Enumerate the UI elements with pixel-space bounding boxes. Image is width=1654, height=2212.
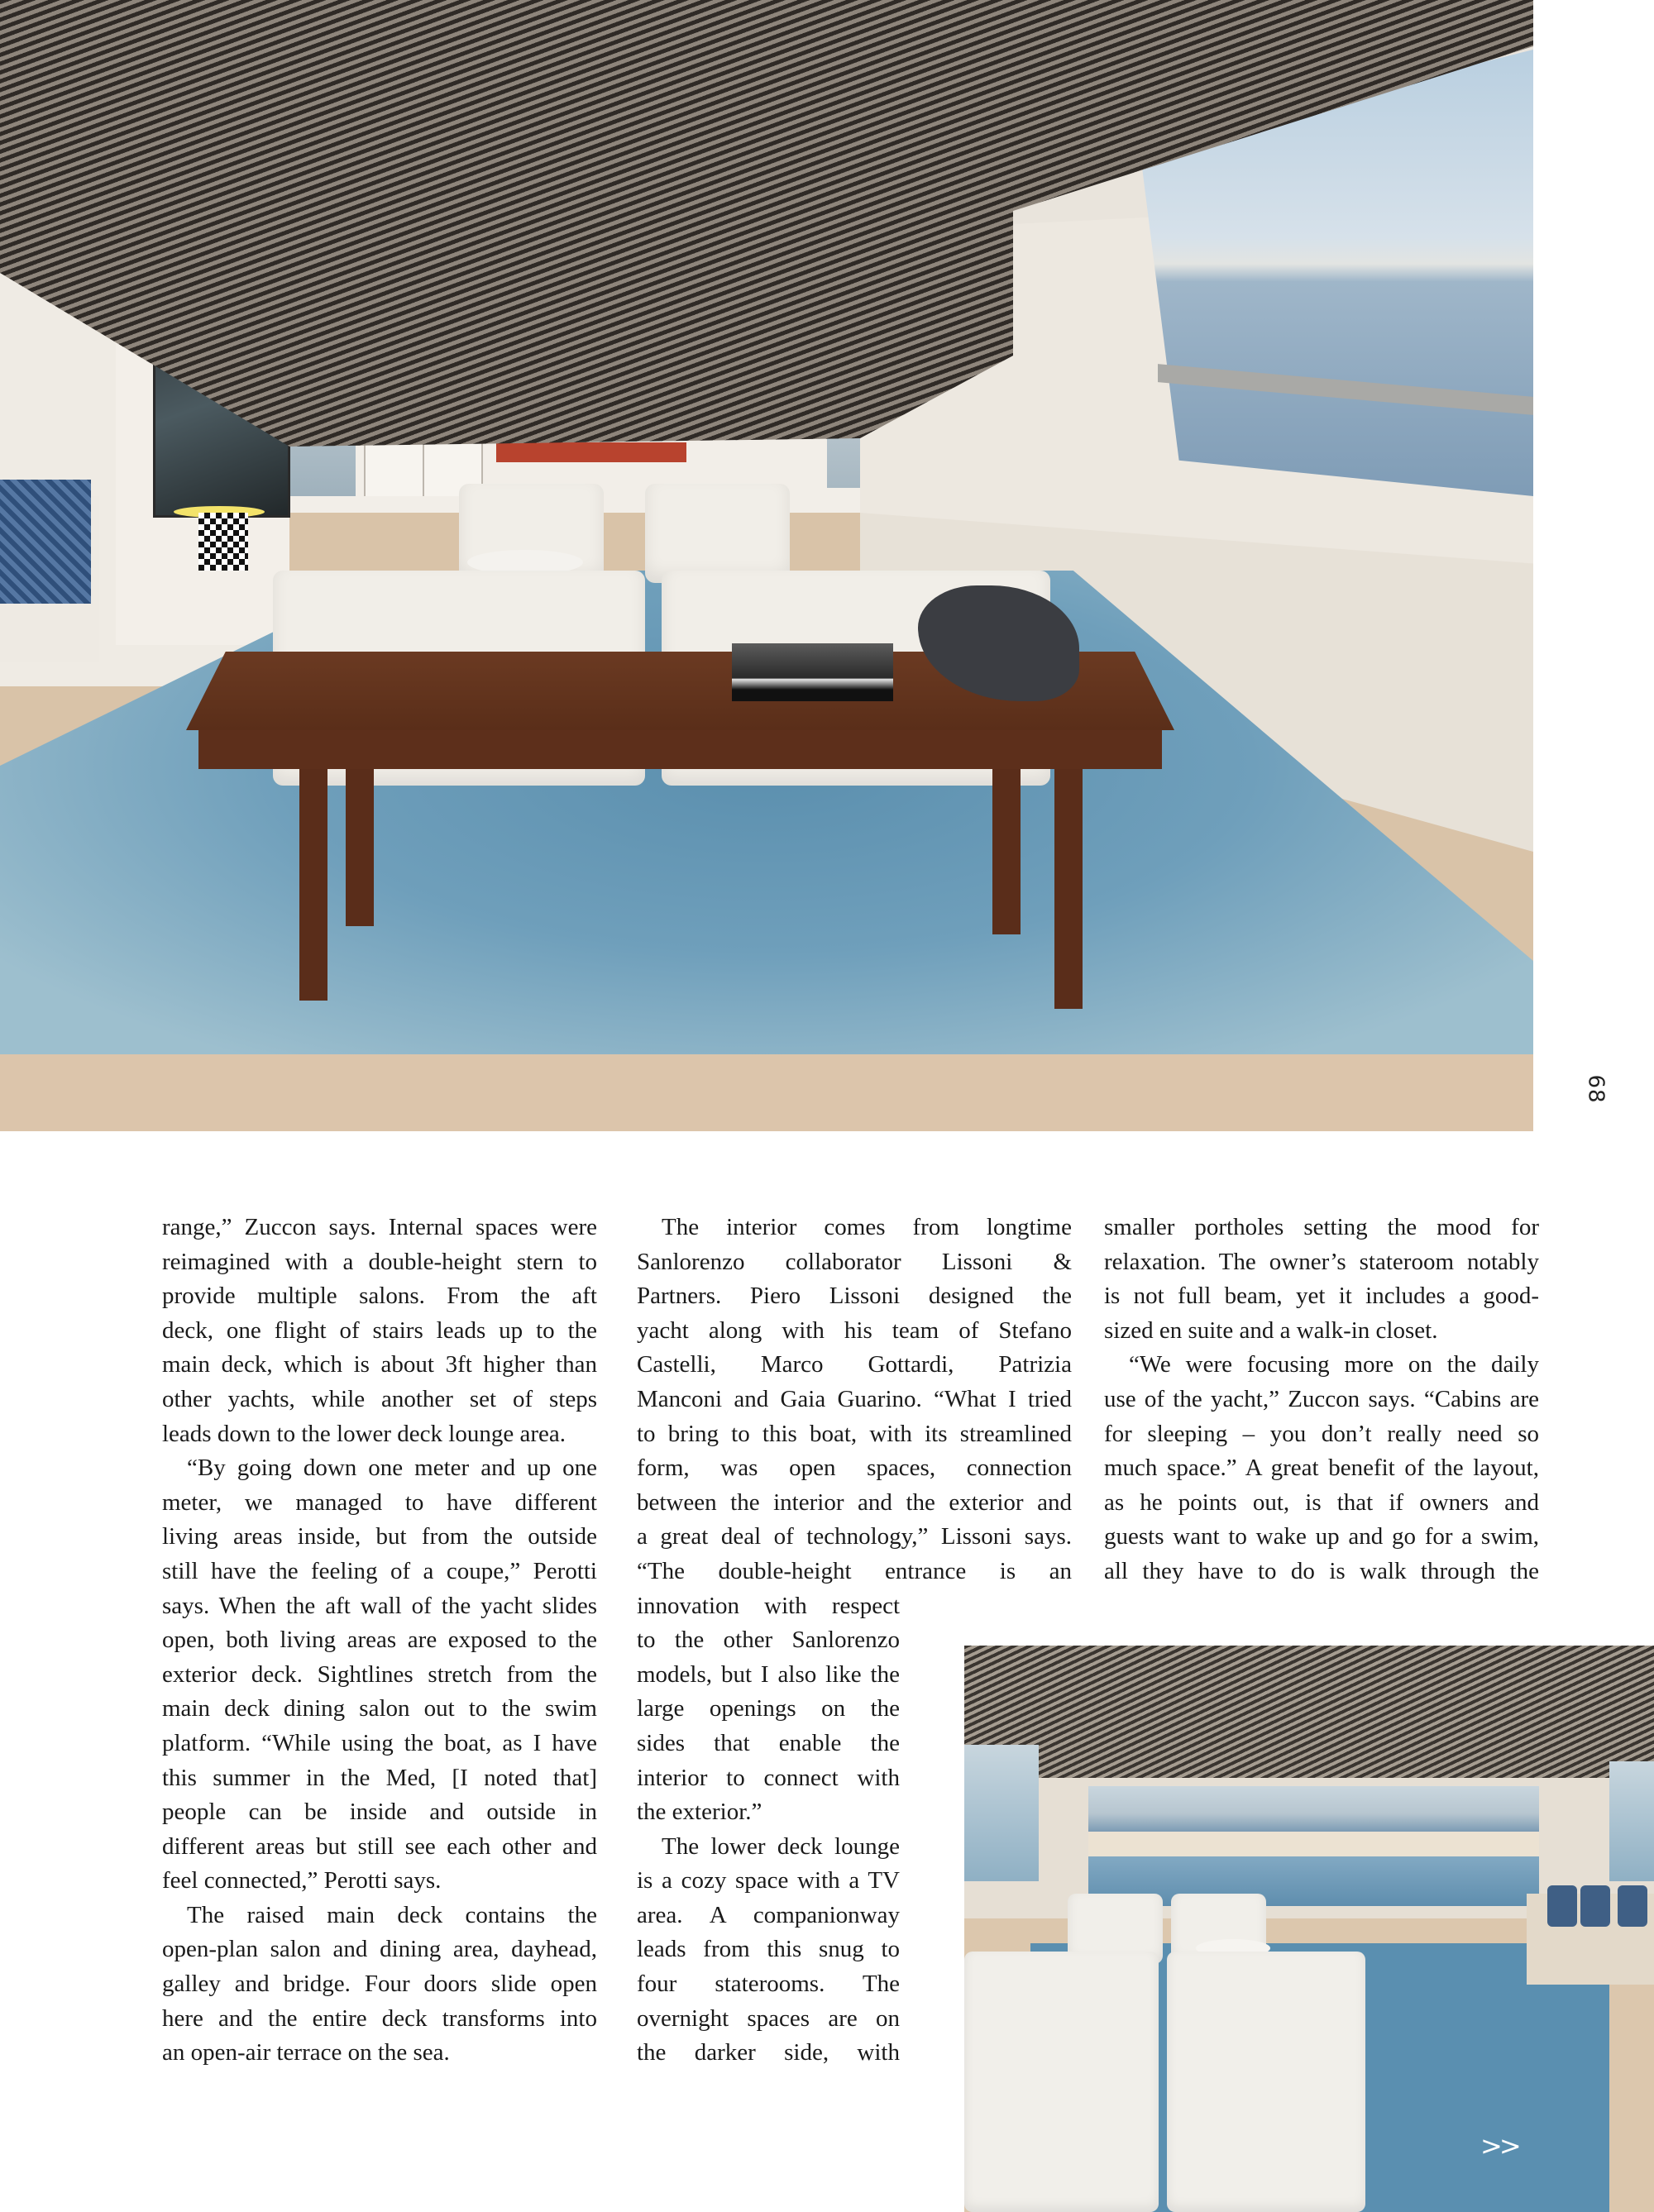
text-line: sides that enable the (637, 1729, 900, 1756)
text-line: The interior comes from longtime (662, 1214, 1072, 1240)
text-line: large openings on the (637, 1695, 900, 1722)
text-line: yacht along with his team of Stefano (637, 1316, 1072, 1344)
text-line: leads down to the lower deck lounge area. (162, 1420, 566, 1447)
text-line: “The double-height entrance is an (637, 1557, 1072, 1584)
text-line: Partners. Piero Lissoni designed the (637, 1283, 1072, 1310)
text-line: provide multiple salons. From the aft (162, 1283, 597, 1310)
text-line: sized en suite and a walk-in closet. (1104, 1316, 1438, 1344)
text-line: says. When the aft wall of the yacht slides (162, 1592, 597, 1619)
photo-armchair (1167, 1952, 1365, 2212)
photo-wood-floor (0, 1054, 1533, 1131)
text-line: to bring to this boat, with its streamlined (637, 1420, 1072, 1447)
text-line: here and the entire deck transforms into (162, 2004, 597, 2032)
text-line: The raised main deck contains the (187, 1901, 597, 1928)
text-line: Sanlorenzo collaborator Lissoni & (637, 1248, 1072, 1275)
bottom-photo-lounge (964, 1646, 1654, 2212)
text-line: four staterooms. The (637, 1971, 900, 1998)
text-line: smaller portholes setting the mood for (1104, 1214, 1539, 1240)
page-number: 68 (1583, 1074, 1609, 1104)
text-line: for sleeping – you don’t really need so (1104, 1420, 1539, 1447)
article-column-3 (1104, 1211, 1539, 1589)
photo-armchair (645, 484, 790, 583)
text-line: other yachts, while another set of steps (162, 1385, 597, 1412)
photo-cushion (1547, 1885, 1577, 1927)
text-line: open, both living areas are exposed to the (162, 1627, 597, 1654)
photo-side-table (198, 513, 248, 571)
next-page-arrow-icon[interactable]: >> (1480, 2130, 1518, 2162)
text-line: main deck, which is about 3ft higher than (162, 1351, 597, 1378)
photo-cushion (0, 480, 91, 604)
text-line: relaxation. The owner’s stateroom notably (1104, 1248, 1539, 1275)
text-line: between the interior and the exterior and (637, 1488, 1072, 1516)
photo-dining-table (496, 442, 686, 462)
text-line: area. A companionway (637, 1901, 900, 1928)
photo-table-leg (299, 744, 327, 1001)
photo-side-window (1609, 1761, 1654, 1881)
text-line: The lower deck lounge (662, 1832, 900, 1860)
photo-panoramic-window (1088, 1786, 1539, 1832)
text-line: exterior deck. Sightlines stretch from the (162, 1660, 597, 1688)
text-line: reimagined with a double-height stern to (162, 1248, 597, 1275)
photo-slatted-ceiling (964, 1646, 1654, 1778)
photo-table-leg (1054, 744, 1083, 1009)
text-line: Manconi and Gaia Guarino. “What I tried (637, 1385, 1072, 1412)
photo-cushion (1580, 1885, 1610, 1927)
photo-books (732, 643, 893, 701)
photo-console-apron (198, 724, 1162, 769)
photo-side-window (964, 1745, 1039, 1881)
text-line: different areas but still see each other and (162, 1832, 597, 1860)
text-line: the darker side, with (637, 2039, 900, 2066)
text-line: all they have to do is walk through the (1104, 1557, 1539, 1584)
text-line: still have the feeling of a coupe,” Perotti (162, 1557, 597, 1584)
text-line: galley and bridge. Four doors slide open (162, 1971, 597, 1998)
text-line: feel connected,” Perotti says. (162, 1867, 442, 1894)
text-line: leads from this snug to (637, 1936, 900, 1963)
text-line: as he points out, is that if owners and (1104, 1488, 1539, 1516)
text-line: is a cozy space with a TV (637, 1867, 900, 1894)
text-line: Castelli, Marco Gottardi, Patrizia (637, 1351, 1072, 1378)
text-line: people can be inside and outside in (162, 1799, 597, 1826)
photo-window-beam (1088, 1832, 1539, 1856)
top-photo-salon (0, 0, 1533, 1131)
text-line: “We were focusing more on the daily (1129, 1351, 1539, 1378)
text-line: open-plan salon and dining area, dayhead, (162, 1936, 597, 1963)
text-line: this summer in the Med, [I noted that] (162, 1764, 597, 1791)
text-line: use of the yacht,” Zuccon says. “Cabins are (1104, 1385, 1539, 1412)
photo-table-leg (346, 744, 374, 926)
text-line: guests want to wake up and go for a swim, (1104, 1523, 1539, 1550)
photo-table-leg (992, 744, 1021, 934)
text-line: platform. “While using the boat, as I have (162, 1729, 597, 1756)
text-line: interior to connect with (637, 1764, 900, 1791)
text-line: much space.” A great benefit of the layout, (1104, 1455, 1539, 1482)
text-line: to the other Sanlorenzo (637, 1627, 900, 1654)
article-column-1 (162, 1211, 597, 2071)
text-line: range,” Zuccon says. Internal spaces were (162, 1214, 597, 1240)
text-line: form, was open spaces, connection (637, 1455, 1072, 1482)
text-line: innovation with respect (637, 1592, 900, 1619)
text-line: the exterior.” (637, 1799, 762, 1826)
text-line: living areas inside, but from the outside (162, 1523, 597, 1550)
photo-cushion (1618, 1885, 1647, 1927)
text-line: models, but I also like the (637, 1660, 900, 1688)
text-line: a great deal of technology,” Lissoni says. (637, 1523, 1072, 1550)
photo-armchair (964, 1952, 1159, 2212)
text-line: meter, we managed to have different (162, 1488, 597, 1516)
text-line: overnight spaces are on (637, 2004, 900, 2032)
text-line: deck, one flight of stairs leads up to the (162, 1316, 597, 1344)
text-line: “By going down one meter and up one (187, 1455, 597, 1482)
text-line: an open-air terrace on the sea. (162, 2039, 450, 2066)
text-line: main deck dining salon out to the swim (162, 1695, 597, 1722)
text-line: is not full beam, yet it includes a good- (1104, 1283, 1539, 1310)
